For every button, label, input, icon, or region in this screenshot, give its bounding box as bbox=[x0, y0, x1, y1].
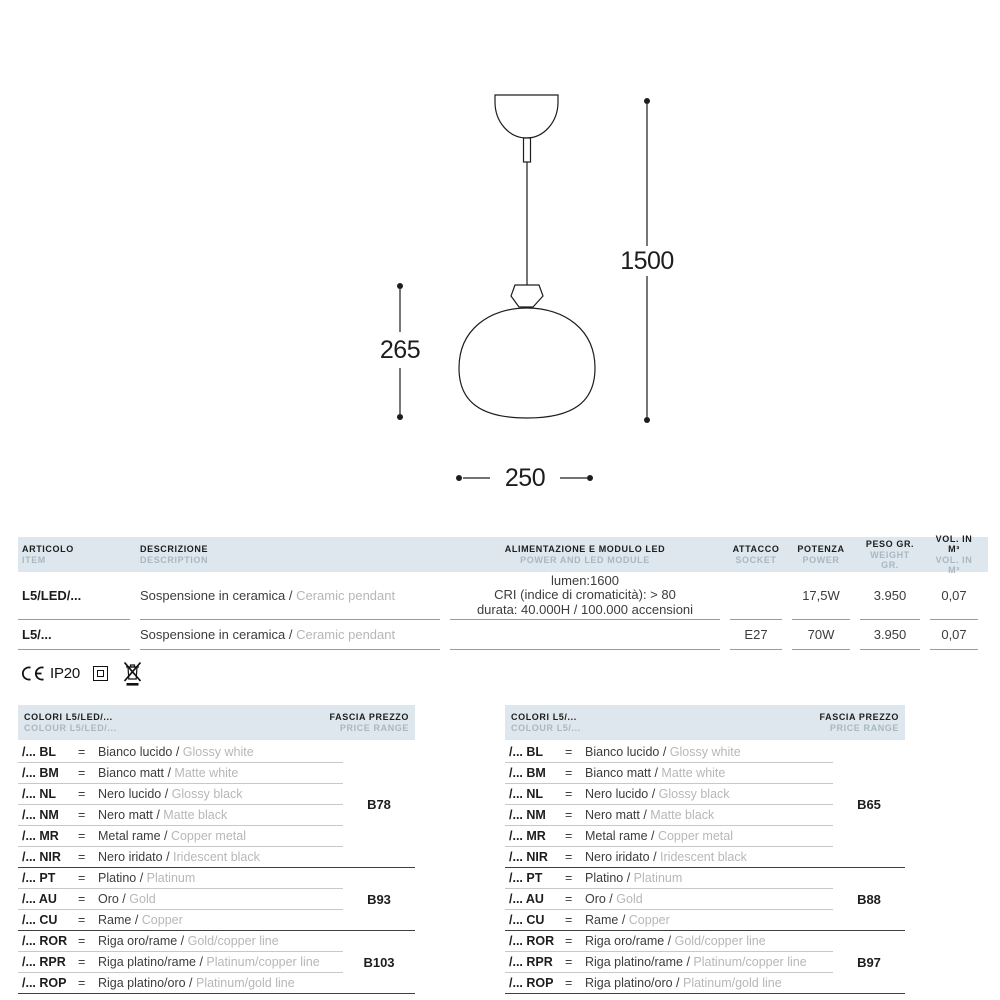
color-name bbox=[585, 808, 833, 822]
power-value: 70W bbox=[807, 627, 835, 642]
color-name-en: Platinum/copper line bbox=[689, 955, 807, 969]
color-name-en: Matte white bbox=[170, 766, 239, 780]
color-code: /... ROR bbox=[509, 934, 555, 948]
item-code-standard: L5/... bbox=[22, 627, 52, 642]
color-code: /... NL bbox=[22, 787, 57, 801]
color-name-it: Rame / bbox=[585, 913, 626, 927]
color-name-it: Riga oro/rame / bbox=[585, 934, 672, 948]
color-row bbox=[505, 973, 833, 993]
equals-sign: = bbox=[78, 850, 86, 864]
color-group-rows bbox=[18, 742, 343, 867]
colors-sub: COLOUR L5/... bbox=[511, 723, 581, 733]
equals-sign: = bbox=[565, 829, 573, 843]
color-row bbox=[18, 931, 343, 952]
color-code: /... NM bbox=[22, 808, 59, 822]
color-group bbox=[505, 868, 905, 931]
price-band: B103 bbox=[363, 954, 395, 970]
equals-sign: = bbox=[565, 892, 573, 906]
color-name bbox=[98, 766, 343, 780]
equals-sign: = bbox=[78, 913, 86, 927]
color-name-it: Platino / bbox=[585, 871, 631, 885]
cell-description bbox=[140, 620, 440, 650]
color-code: /... NIR bbox=[509, 850, 548, 864]
color-group bbox=[505, 742, 905, 868]
color-name-it: Nero iridato / bbox=[98, 850, 170, 864]
price-range-title: FASCIA PREZZO bbox=[819, 712, 899, 722]
cell-led-module bbox=[450, 572, 720, 620]
cell-socket bbox=[730, 572, 782, 620]
cell-item-code bbox=[18, 572, 130, 620]
color-name bbox=[585, 745, 833, 759]
color-name-en: Iridescent black bbox=[656, 850, 747, 864]
header-peso-sub: WEIGHT GR. bbox=[870, 550, 910, 570]
color-row bbox=[18, 847, 343, 867]
equals-sign: = bbox=[78, 745, 86, 759]
color-row bbox=[18, 826, 343, 847]
color-code: /... BL bbox=[509, 745, 544, 759]
cell-volume bbox=[930, 572, 978, 620]
color-name-it: Bianco lucido / bbox=[585, 745, 667, 759]
color-code: /... AU bbox=[509, 892, 544, 906]
color-name-en: Platinum/gold line bbox=[192, 976, 295, 990]
color-group bbox=[18, 868, 415, 931]
colors-title: COLORI L5/... bbox=[511, 712, 577, 722]
price-range-sub: PRICE RANGE bbox=[339, 723, 409, 733]
equals-sign: = bbox=[565, 745, 573, 759]
equals-sign: = bbox=[78, 934, 86, 948]
weight-value: 3.950 bbox=[873, 588, 907, 603]
color-name bbox=[98, 829, 343, 843]
color-code: /... CU bbox=[509, 913, 545, 927]
color-row bbox=[505, 784, 833, 805]
equals-sign: = bbox=[78, 871, 86, 885]
color-code: /... AU bbox=[22, 892, 57, 906]
color-row bbox=[18, 805, 343, 826]
description-en: Ceramic pendant bbox=[292, 588, 396, 603]
dimension-shade-width bbox=[456, 464, 593, 492]
dimension-label-1500: 1500 bbox=[620, 247, 674, 275]
color-name bbox=[98, 871, 343, 885]
color-row bbox=[18, 910, 343, 930]
spec-table-header bbox=[18, 534, 988, 575]
color-name bbox=[585, 955, 833, 969]
color-name-en: Gold/copper line bbox=[184, 934, 279, 948]
color-group-rows bbox=[505, 931, 833, 993]
led-line-cri: CRI (indice di cromaticità): > 80 bbox=[494, 587, 676, 603]
color-name-en: Platinum/gold line bbox=[679, 976, 782, 990]
color-name bbox=[98, 976, 343, 990]
equals-sign: = bbox=[78, 892, 86, 906]
header-attacco-sub: SOCKET bbox=[735, 555, 777, 565]
equals-sign: = bbox=[565, 934, 573, 948]
color-name-it: Nero matt / bbox=[585, 808, 647, 822]
led-line-durata: durata: 40.000H / 100.000 accensioni bbox=[476, 601, 694, 617]
color-group-rows bbox=[18, 868, 343, 930]
colors-title: COLORI L5/LED/... bbox=[24, 712, 113, 722]
color-name bbox=[585, 766, 833, 780]
lamp-drawing-svg bbox=[370, 80, 690, 500]
color-row bbox=[18, 742, 343, 763]
header-attacco-title: ATTACCO bbox=[732, 544, 780, 554]
price-band: B78 bbox=[367, 797, 391, 812]
color-name bbox=[585, 829, 833, 843]
cell-weight bbox=[860, 572, 920, 620]
cell-volume bbox=[930, 620, 978, 650]
color-code: /... PT bbox=[22, 871, 56, 885]
color-table-standard bbox=[505, 705, 905, 994]
color-row bbox=[505, 931, 833, 952]
color-row bbox=[18, 952, 343, 973]
color-group bbox=[18, 742, 415, 868]
header-led-title: ALIMENTAZIONE E MODULO LED bbox=[504, 544, 666, 554]
dimension-label-250: 250 bbox=[504, 464, 546, 492]
color-name-it: Riga platino/rame / bbox=[585, 955, 690, 969]
color-code: /... ROR bbox=[22, 934, 68, 948]
header-led bbox=[450, 537, 720, 572]
color-group-rows bbox=[505, 868, 833, 930]
lamp-knob bbox=[511, 285, 543, 307]
color-name bbox=[98, 808, 343, 822]
color-name bbox=[585, 871, 833, 885]
equals-sign: = bbox=[565, 766, 573, 780]
color-name bbox=[98, 934, 343, 948]
color-row bbox=[505, 910, 833, 930]
color-name-en: Gold/copper line bbox=[671, 934, 766, 948]
equals-sign: = bbox=[78, 808, 86, 822]
color-name-it: Oro / bbox=[98, 892, 126, 906]
color-code: /... NM bbox=[509, 808, 546, 822]
color-row bbox=[505, 889, 833, 910]
color-code: /... MR bbox=[509, 829, 546, 843]
color-name-en: Platinum bbox=[630, 871, 683, 885]
cell-weight bbox=[860, 620, 920, 650]
color-name bbox=[585, 850, 833, 864]
color-name-en: Iridescent black bbox=[169, 850, 260, 864]
color-name bbox=[98, 745, 343, 759]
cell-description bbox=[140, 572, 440, 620]
color-table-led-header bbox=[18, 705, 415, 740]
color-code: /... BL bbox=[22, 745, 57, 759]
colors-sub: COLOUR L5/LED/... bbox=[24, 723, 117, 733]
color-name-en: Platinum bbox=[143, 871, 196, 885]
color-name bbox=[98, 955, 343, 969]
canopy-stem bbox=[524, 138, 531, 162]
price-band: B88 bbox=[857, 891, 881, 907]
color-name bbox=[98, 892, 343, 906]
spec-row-standard-version bbox=[18, 620, 988, 650]
color-name bbox=[98, 850, 343, 864]
color-row bbox=[18, 763, 343, 784]
price-range-sub: PRICE RANGE bbox=[829, 723, 899, 733]
class-ii-insulation-icon bbox=[93, 666, 108, 681]
color-name-en: Gold bbox=[612, 892, 643, 906]
color-code: /... RPR bbox=[22, 955, 66, 969]
header-articolo-title: ARTICOLO bbox=[22, 544, 74, 554]
cell-socket bbox=[730, 620, 782, 650]
cell-power bbox=[792, 572, 850, 620]
equals-sign: = bbox=[565, 871, 573, 885]
color-row bbox=[505, 952, 833, 973]
color-row bbox=[505, 763, 833, 784]
color-name-it: Riga platino/oro / bbox=[98, 976, 193, 990]
dimension-shade-height bbox=[380, 283, 420, 420]
color-row bbox=[505, 805, 833, 826]
equals-sign: = bbox=[78, 955, 86, 969]
equals-sign: = bbox=[78, 787, 86, 801]
ce-mark-icon bbox=[19, 666, 45, 681]
price-range-title: FASCIA PREZZO bbox=[329, 712, 409, 722]
equals-sign: = bbox=[78, 829, 86, 843]
color-name-en: Gold bbox=[125, 892, 156, 906]
led-line-lumen: lumen:1600 bbox=[551, 572, 619, 588]
description-en: Ceramic pendant bbox=[292, 627, 396, 642]
weight-value: 3.950 bbox=[873, 627, 907, 642]
color-group-rows bbox=[505, 742, 833, 867]
equals-sign: = bbox=[565, 976, 573, 990]
color-name-en: Matte black bbox=[159, 808, 228, 822]
header-articolo-sub: ITEM bbox=[22, 555, 46, 565]
equals-sign: = bbox=[565, 808, 573, 822]
color-table-led bbox=[18, 705, 415, 994]
color-name-it: Bianco matt / bbox=[98, 766, 171, 780]
ceiling-canopy bbox=[495, 95, 558, 138]
color-name-it: Bianco lucido / bbox=[98, 745, 180, 759]
color-name-en: Glossy black bbox=[168, 787, 243, 801]
color-name bbox=[585, 934, 833, 948]
color-name bbox=[98, 913, 343, 927]
description-it: Sospensione in ceramica / bbox=[140, 627, 293, 642]
color-name-en: Glossy black bbox=[655, 787, 730, 801]
color-row bbox=[505, 742, 833, 763]
color-name-en: Glossy white bbox=[179, 745, 254, 759]
color-name-en: Matte black bbox=[646, 808, 715, 822]
price-band: B65 bbox=[857, 797, 881, 812]
header-vol-title: VOL. IN M³ bbox=[935, 534, 973, 554]
header-descrizione bbox=[140, 537, 440, 572]
price-band: B93 bbox=[367, 891, 391, 907]
color-code: /... RPR bbox=[509, 955, 553, 969]
color-name-en: Copper bbox=[138, 913, 183, 927]
equals-sign: = bbox=[78, 976, 86, 990]
color-name-it: Nero matt / bbox=[98, 808, 160, 822]
color-name-it: Nero iridato / bbox=[585, 850, 657, 864]
color-code: /... NIR bbox=[22, 850, 61, 864]
spec-row-led-version bbox=[18, 572, 988, 620]
color-code: /... ROP bbox=[22, 976, 67, 990]
color-row bbox=[18, 784, 343, 805]
color-code: /... BM bbox=[509, 766, 546, 780]
header-attacco bbox=[730, 537, 782, 572]
color-name bbox=[585, 787, 833, 801]
color-name-it: Riga platino/rame / bbox=[98, 955, 203, 969]
volume-value: 0,07 bbox=[941, 627, 967, 642]
color-name-it: Oro / bbox=[585, 892, 613, 906]
color-name-it: Riga platino/oro / bbox=[585, 976, 680, 990]
item-code-led: L5/LED/... bbox=[22, 588, 82, 603]
color-code: /... PT bbox=[509, 871, 543, 885]
color-code: /... CU bbox=[22, 913, 58, 927]
color-code: /... ROP bbox=[509, 976, 554, 990]
color-row bbox=[18, 868, 343, 889]
color-row bbox=[505, 847, 833, 867]
header-peso bbox=[860, 537, 920, 572]
color-name bbox=[98, 787, 343, 801]
color-code: /... BM bbox=[22, 766, 59, 780]
color-row bbox=[505, 826, 833, 847]
power-value: 17,5W bbox=[802, 588, 840, 603]
color-group bbox=[505, 931, 905, 994]
color-group-rows bbox=[18, 931, 343, 993]
color-name-en: Matte white bbox=[657, 766, 726, 780]
cell-power bbox=[792, 620, 850, 650]
price-band: B97 bbox=[857, 954, 881, 970]
color-name bbox=[585, 976, 833, 990]
description-it: Sospensione in ceramica / bbox=[140, 588, 293, 603]
header-descrizione-sub: DESCRIPTION bbox=[140, 555, 209, 565]
color-name-en: Platinum/copper line bbox=[202, 955, 320, 969]
color-row bbox=[18, 889, 343, 910]
color-name-it: Platino / bbox=[98, 871, 144, 885]
color-name-it: Nero lucido / bbox=[585, 787, 656, 801]
color-row bbox=[18, 973, 343, 993]
volume-value: 0,07 bbox=[941, 588, 967, 603]
header-led-sub: POWER AND LED MODULE bbox=[520, 555, 650, 565]
color-name-it: Nero lucido / bbox=[98, 787, 169, 801]
header-articolo bbox=[18, 537, 130, 572]
globe-shade bbox=[459, 308, 595, 418]
cell-led-module bbox=[450, 620, 720, 650]
header-potenza bbox=[792, 537, 850, 572]
color-name bbox=[585, 913, 833, 927]
color-name bbox=[585, 892, 833, 906]
header-vol bbox=[930, 534, 978, 575]
color-name-it: Rame / bbox=[98, 913, 139, 927]
color-name-it: Metal rame / bbox=[98, 829, 168, 843]
color-name-en: Glossy white bbox=[666, 745, 741, 759]
color-name-en: Copper bbox=[625, 913, 670, 927]
header-potenza-sub: POWER bbox=[802, 555, 840, 565]
equals-sign: = bbox=[565, 850, 573, 864]
header-descrizione-title: DESCRIZIONE bbox=[140, 544, 209, 554]
pendant-lamp-technical-drawing bbox=[370, 80, 690, 500]
color-name-it: Metal rame / bbox=[585, 829, 655, 843]
certification-icons bbox=[19, 659, 143, 687]
header-potenza-title: POTENZA bbox=[797, 544, 845, 554]
socket-value: E27 bbox=[744, 627, 768, 642]
color-name-it: Riga oro/rame / bbox=[98, 934, 185, 948]
equals-sign: = bbox=[565, 955, 573, 969]
dimension-label-265: 265 bbox=[379, 336, 421, 364]
spec-table bbox=[18, 534, 988, 650]
dimension-total-height bbox=[620, 98, 674, 423]
color-code: /... MR bbox=[22, 829, 59, 843]
equals-sign: = bbox=[565, 913, 573, 927]
ip20-rating: IP20 bbox=[50, 664, 81, 682]
cell-item-code bbox=[18, 620, 130, 650]
equals-sign: = bbox=[565, 787, 573, 801]
color-name-en: Copper metal bbox=[654, 829, 733, 843]
equals-sign: = bbox=[78, 766, 86, 780]
weee-icon bbox=[122, 660, 143, 686]
color-code: /... NL bbox=[509, 787, 544, 801]
color-name-en: Copper metal bbox=[167, 829, 246, 843]
header-peso-title: PESO GR. bbox=[865, 539, 915, 549]
color-group bbox=[18, 931, 415, 994]
color-table-standard-header bbox=[505, 705, 905, 740]
header-vol-sub: VOL. IN M³ bbox=[935, 555, 973, 575]
color-name-it: Bianco matt / bbox=[585, 766, 658, 780]
color-row bbox=[505, 868, 833, 889]
